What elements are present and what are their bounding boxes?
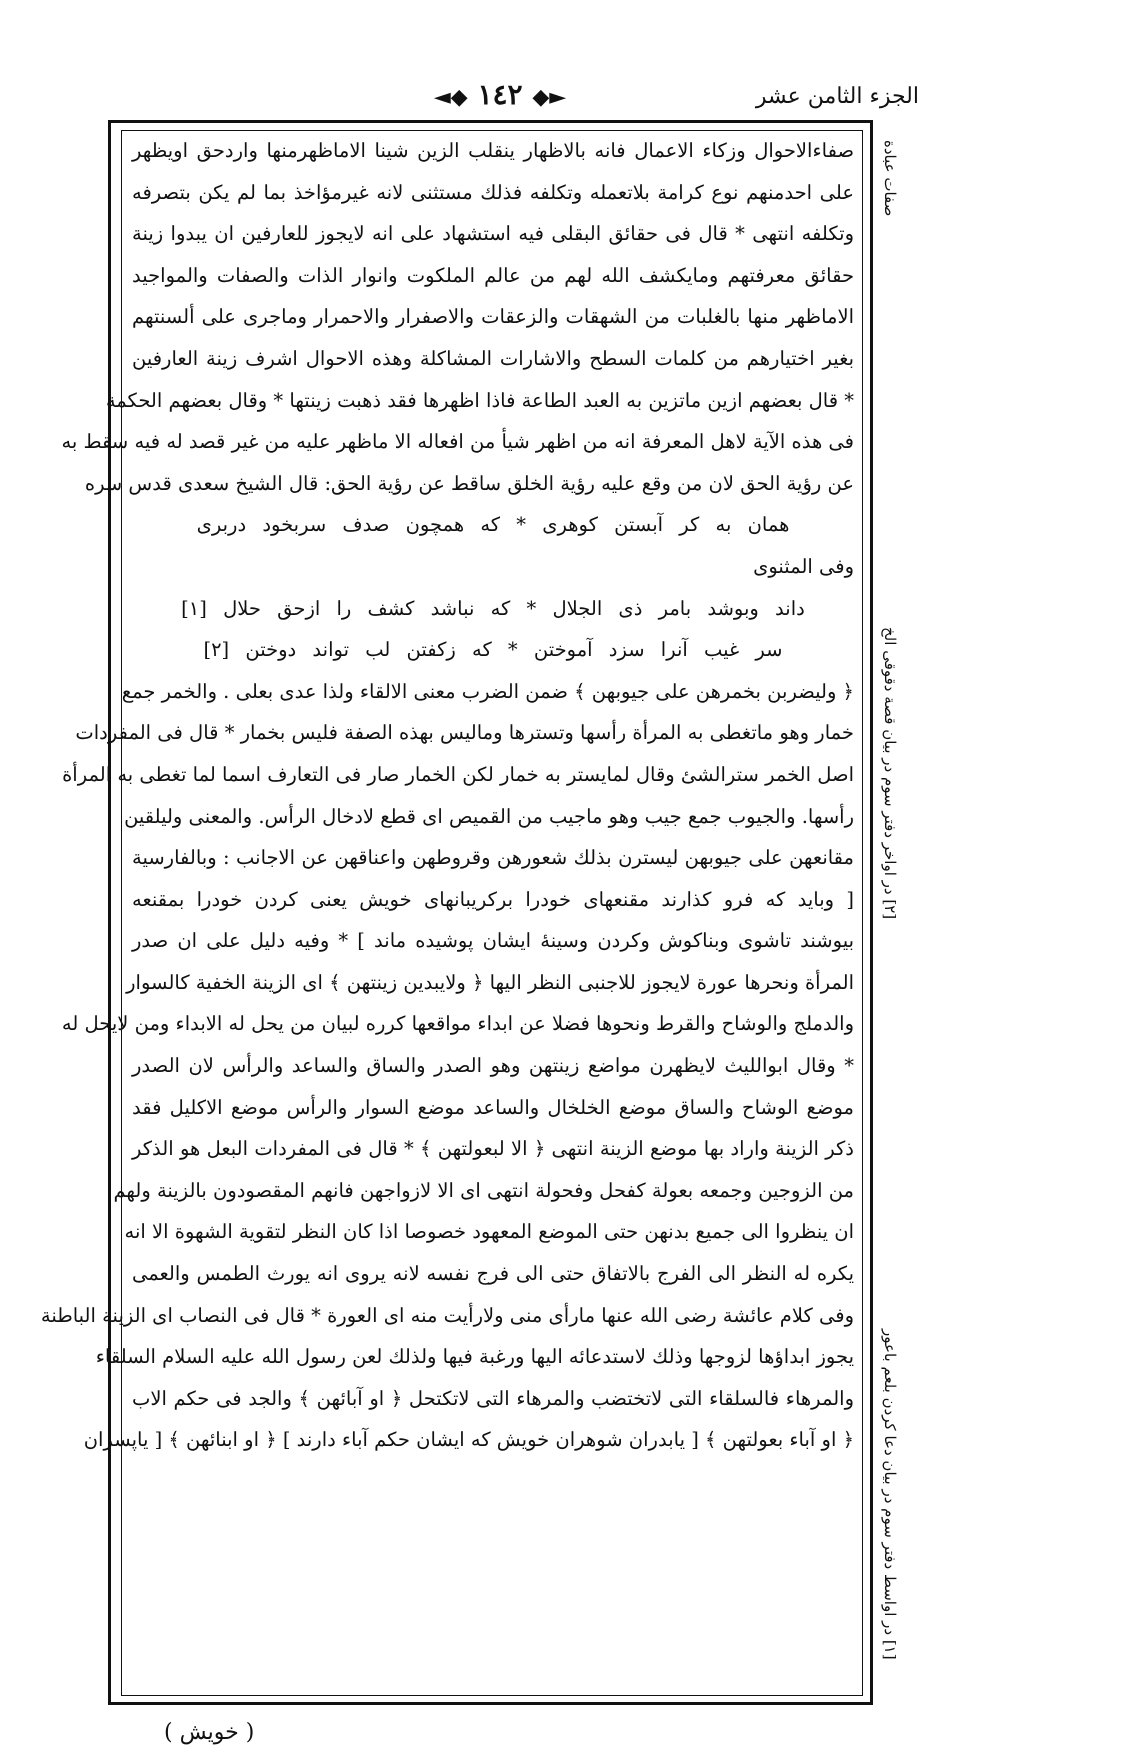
verse-line: داند وبوشد بامر ذى الجلال * كه نباشد كشف را ازحق حلال [١] — [181, 596, 805, 620]
verse-line: سر غيب آنرا سزد آموختن * كه زكفتن لب تواند دوختن [٢] — [203, 638, 783, 662]
text-line: على احدمنهم نوع كرامة بلاتعمله وتكلفه فذلك مستثنى لانه غيرمؤاخذ بما لم يكن بتصرفه — [132, 180, 854, 204]
page-number-value: ١٤٢ — [477, 78, 523, 111]
text-line: صفاءالاحوال وزكاء الاعمال فانه بالاظهار ينقلب الزين شينا الاماظهرمنها واردحق اويظهر — [132, 139, 854, 162]
text-line: موضع الوشاح والساق موضع الخلخال والساعد موضع السوار والرأس موضع الاكليل فقد — [132, 1095, 854, 1119]
text-line: وتكلفه انتهى * قال فى حقائق البقلى فيه استشهاد على انه لايجوز للعارفين ان يبدوا زينة — [132, 222, 854, 246]
text-line: وفى المثنوى — [753, 554, 854, 578]
text-line: ان ينظروا الى جميع بدنهن حتى الموضع المعهود خصوصا اذا كان النظر لتقوية الشهوة الا انه — [124, 1220, 854, 1244]
text-line: عن رؤية الحق لان من وقع عليه رؤية الخلق ساقط عن رؤية الحق: قال الشيخ سعدى قدس سره — [84, 471, 854, 495]
text-line: بغير اختيارهم من كلمات السطح والاشارات المشاكلة وهذه الاحوال اشرف زينة العارفين — [132, 346, 854, 370]
text-line: فى هذه الآية لاهل المعرفة انه من اظهر شيأ من افعاله الا ماظهر عليه من غير قصد له فيه سقط به — [61, 430, 854, 454]
text-line: خمار وهو ماتغطى به المرأة رأسها وتسترها ومالیس بهذه الصفة فليس بخمار * قال فى المفردات — [75, 721, 854, 745]
text-line: يكره له النظر الى الفرج بالاتفاق حتى الى فرج نفسه لانه يروى انه يورث الطمس والعمى — [132, 1262, 854, 1286]
text-line: الاماظهر منها بالغلبات من الشهقات والزعقات والاصفرار والاحمرار وماجرى على ألسنتهم — [132, 305, 854, 329]
text-line: حقائق معرفتهم ومايكشف الله لهم من عالم الملكوت وانوار الذات والصفات والمواجيد — [132, 263, 854, 287]
margin-note-2: [٢] در اواخر دفتر سوم در بيان قصة دقوقى الخ — [881, 626, 899, 919]
text-line: [ وبايد كه فرو كذارند مقنعهاى خودرا بركريبانهاى خويش يعنى كردن خودرا بمقنعه — [132, 887, 854, 911]
verse-line: همان به كر آبستن كوهرى * كه همچون صدف سربخود دربرى — [196, 513, 790, 537]
main-text-block — [40, 130, 854, 1461]
text-line: ﴿ او آباء بعولتهن ﴾ [ يابدران شوهران خويش كه ايشان حكم آباء دارند ] ﴿ او ابنائهن ﴾ [ ياپسران — [83, 1428, 854, 1452]
text-line: ذكر الزينة واراد بها موضع الزينة انتهى ﴿ الا لبعولتهن ﴾ * قال فى المفردات البعل هو الذكر — [132, 1137, 854, 1161]
text-line: بيوشند تاشوى وبناكوش وكردن وسينهٔ ايشان پوشيده ماند ] * وفيه دليل على ان صدر — [132, 929, 854, 953]
text-line: وفى كلام عائشة رضى الله عنها مارأى منى ولارأيت منه اى العورة * قال فى النصاب اى الزينة الباطنة — [40, 1303, 854, 1327]
catchword: ( خويش ) — [164, 1720, 255, 1745]
text-line: * وقال ابوالليث لايظهرن مواضع زينتهن وهو الصدر والساق والساعد والرأس لان الصدر — [132, 1054, 854, 1078]
page-number — [430, 78, 570, 111]
margin-note-1: [١] در اواسط دفتر سوم در بيان دعا كردن بلعم باعور — [881, 1329, 899, 1660]
text-line: ﴿ وليضربن بخمرهن على جيوبهن ﴾ ضمن الضرب معنى الالقاء ولذا عدى بعلى . والخمر جمع — [121, 679, 854, 703]
text-line: * قال بعضهم ازين ماتزين به العبد الطاعة فاذا اظهرها فقد ذهبت زينتها * وقال بعضهم الحكمة — [105, 388, 854, 412]
text-line: اصل الخمر سترالشئ وقال لمايستر به خمار لكن الخمار صار فى التعارف اسما لما تغطى به المرأة — [62, 762, 854, 786]
margin-footnotes — [878, 140, 902, 1660]
text-line: رأسها. والجيوب جمع جيب وهو ماجيب من القميص اى قطع لادخال الرأس. والمعنى وليلقين — [124, 804, 854, 828]
text-line: مقانعهن على جيوبهن ليسترن بذلك شعورهن وقروطهن واعناقهن عن الاجانب : وبالفارسية — [132, 846, 854, 870]
ornament-left-icon: ◄◆ — [433, 84, 468, 110]
text-line: المرأة ونحرها عورة لايجوز للاجنبى النظر اليها ﴿ ولايبدين زينتهن ﴾ اى الزينة الخفية كالسوار — [126, 970, 854, 994]
text-line: من الزوجين وجمعه بعولة كفحل وفحولة انتهى اى الا لازواجهن فانهم المقصودون بالزينة ولهم — [113, 1178, 854, 1202]
running-header-part: الجزء الثامن عشر — [755, 84, 919, 109]
text-line: والدملج والوشاح والقرط ونحوها فضلا عن ابداء مواقعها كرره لبيان من يحل له الابداء ومن لايحل له — [61, 1012, 854, 1036]
margin-note-3: صفات عبادة — [881, 140, 899, 217]
text-line: والمرهاء فالسلقاء التى لاتختضب والمرهاء التى لاتكتحل ﴿ او آبائهن ﴾ والجد فى حكم الاب — [132, 1386, 854, 1410]
text-line: يجوز ابداؤها لزوجها وذلك لاستدعائه اليها ورغبة فيها ولذلك لعن رسول الله عليه السلام السلقاء — [95, 1345, 854, 1369]
ornament-right-icon: ◆► — [532, 84, 567, 110]
